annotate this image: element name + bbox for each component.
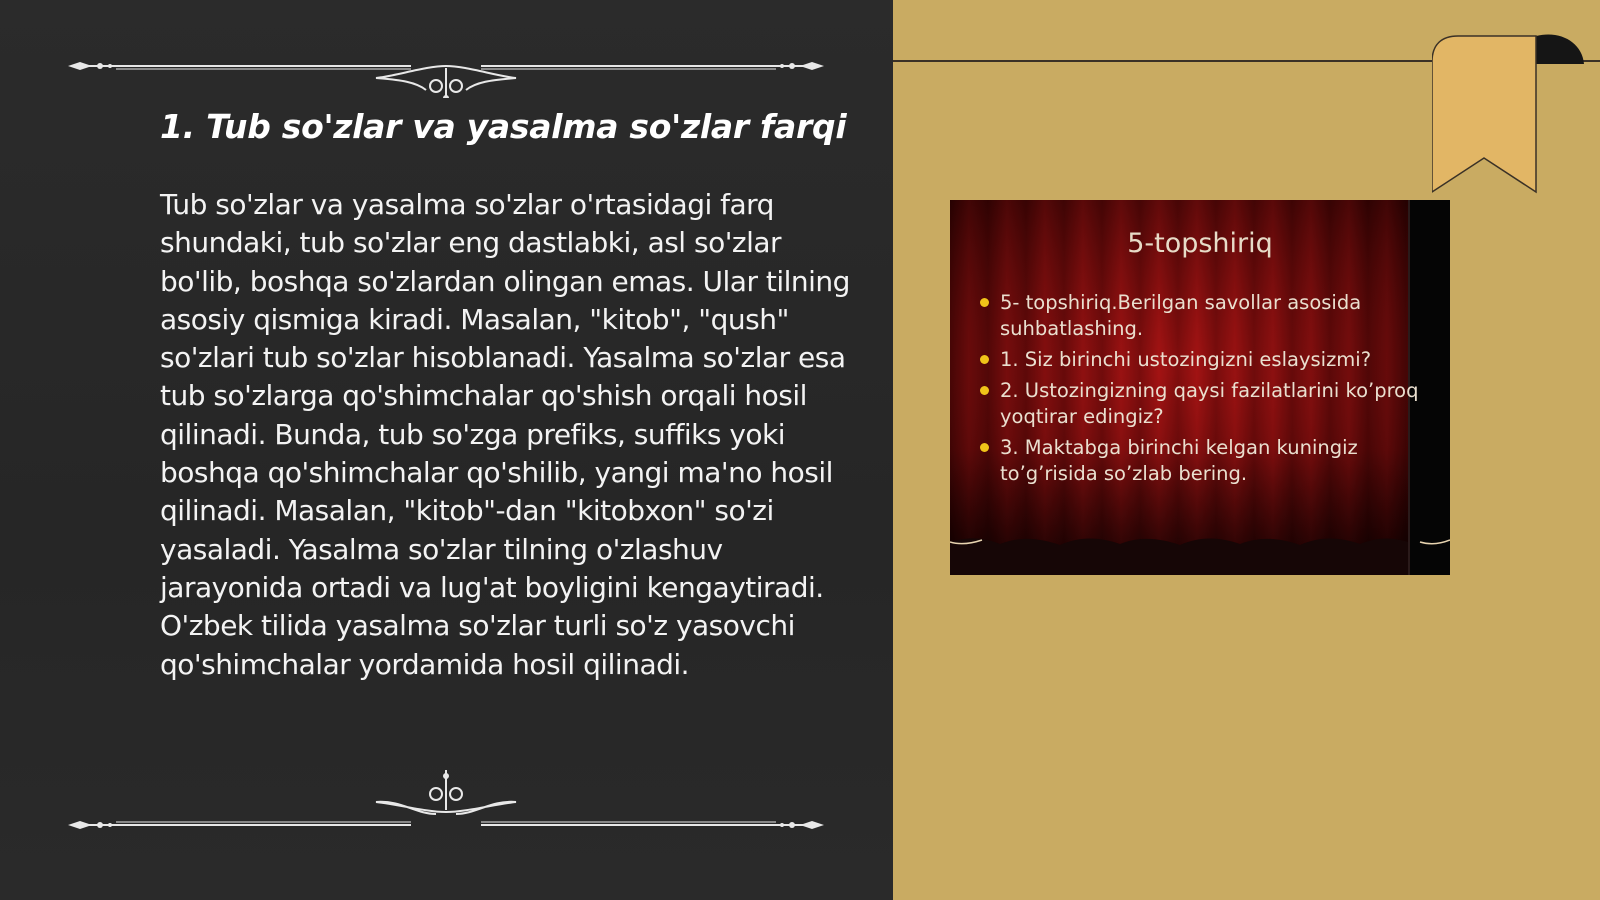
- slide-title: 1. Tub so'zlar va yasalma so'zlar farqi: [160, 107, 847, 146]
- thumbnail-title: 5-topshiriq: [1127, 228, 1273, 259]
- list-item: [980, 435, 1420, 487]
- list-item: [980, 347, 1420, 373]
- bullet-dot-icon: [980, 443, 989, 452]
- slide-thumbnail[interactable]: [950, 200, 1450, 575]
- ribbon-bookmark-icon: [1432, 34, 1600, 204]
- flourish-divider-top-icon: [66, 38, 826, 98]
- bullet-dot-icon: [980, 386, 989, 395]
- list-item: [980, 378, 1420, 430]
- list-item: [980, 290, 1420, 342]
- bullet-dot-icon: [980, 298, 989, 307]
- slide-body-text: Tub so'zlar va yasalma so'zlar o'rtasidagi farq shundaki, tub so'zlar eng dastlabki, asl so'zlar bo'lib, boshqa so'zlardan olingan emas. Ular tilning asosiy qismiga kiradi. Masalan, "kitob", "qush" so'zlari tub so'zlar hisoblanadi. Yasalma so'zlar esa tub so'zlarga qo'shimchalar qo'shish orqali hosil qilinadi. Bunda, tub so'zga prefiks, suffiks yoki boshqa qo'shimchalar qo'shilib, yangi ma'no hosil qilinadi. Masalan, "kitob"-dan "kitobxon" so'zi yasaladi. Yasalma so'zlar tilning o'zlashuv jarayonida ortadi va lug'at boyligini kengaytiradi. O'zbek tilida yasalma so'zlar turli so'z yasovchi qo'shimchalar yordamida hosil qilinadi.: [160, 188, 850, 681]
- list-item-text: 5- topshiriq.Berilgan savollar asosida suhbatlashing.: [1000, 291, 1362, 340]
- list-item-text: 1. Siz birinchi ustozingizni eslaysizmi?: [1000, 348, 1372, 371]
- flourish-divider-bottom-icon: [66, 770, 826, 830]
- list-item-text: 2. Ustozingizning qaysi fazilatlarini ko’proq yoqtirar edingiz?: [1000, 379, 1419, 428]
- thumbnail-bullet-list: [980, 290, 1420, 492]
- list-item-text: 3. Maktabga birinchi kelgan kuningiz to’g’risida so’zlab bering.: [1000, 436, 1358, 485]
- bullet-dot-icon: [980, 355, 989, 364]
